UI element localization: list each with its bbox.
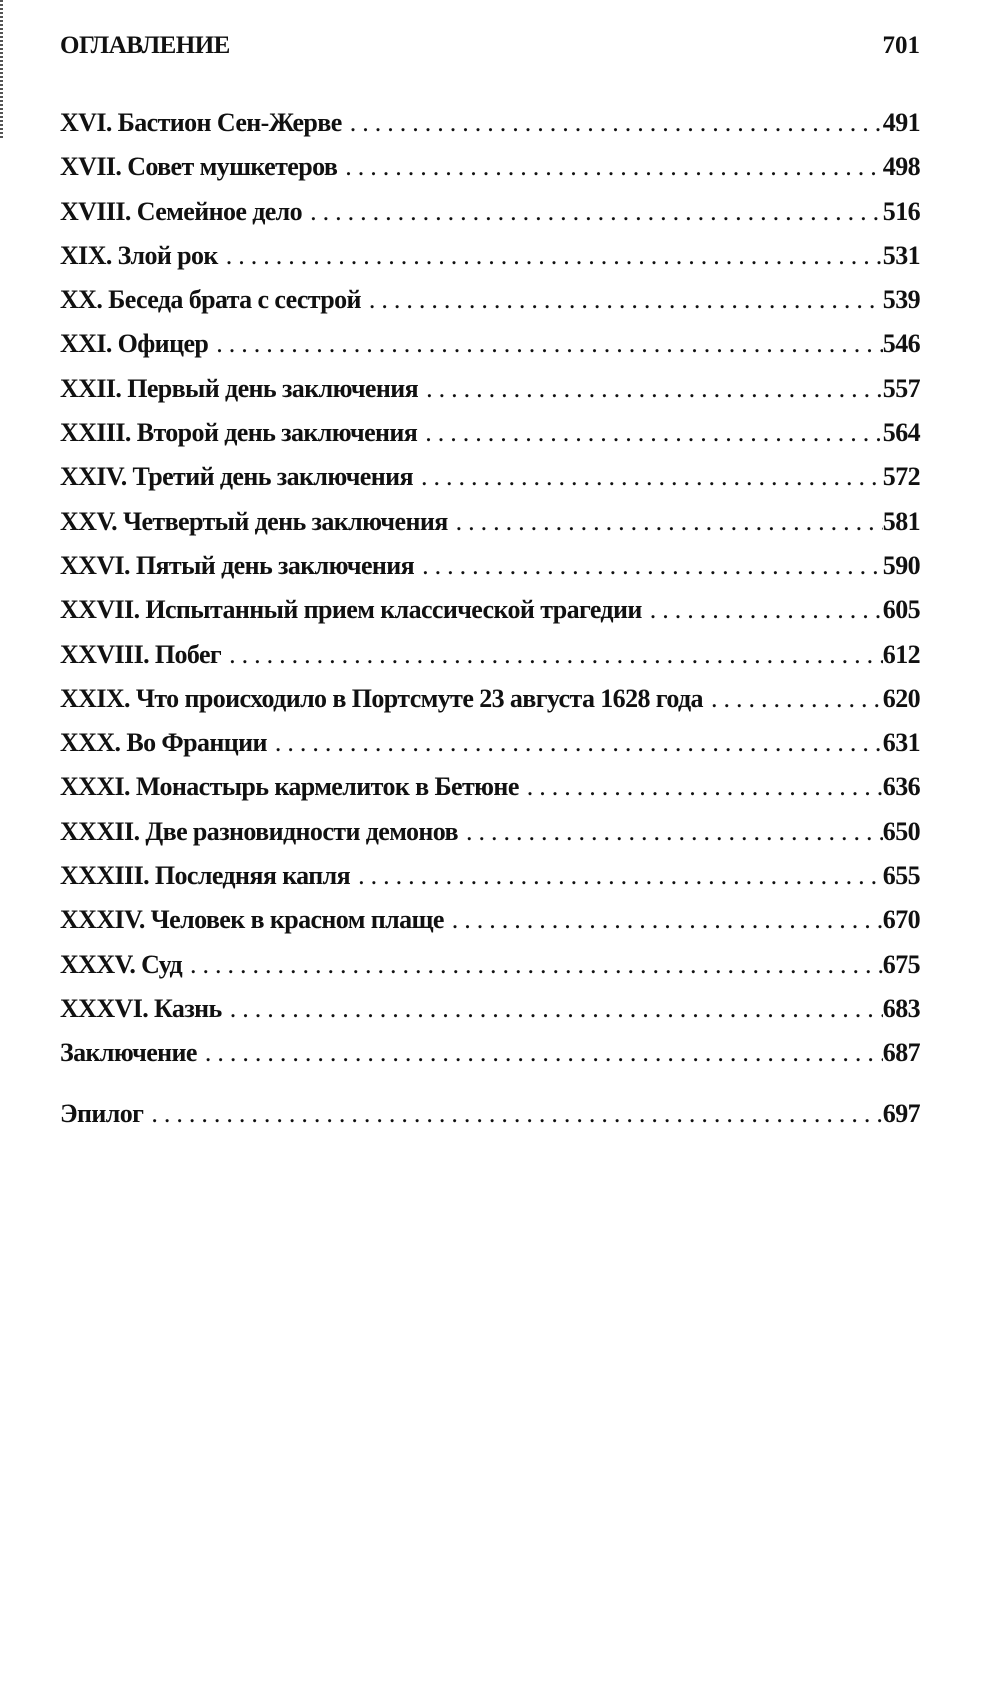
entry-page: 531 — [882, 240, 920, 270]
toc-entry — [60, 994, 920, 1038]
entry-page: 612 — [882, 639, 920, 669]
entry-title: Эпилог — [60, 1098, 144, 1128]
entry-title: XXI. Офицер — [60, 329, 209, 359]
dot-leader — [230, 994, 883, 1024]
toc-entry — [60, 817, 920, 861]
toc-entry — [60, 241, 920, 285]
entry-title: XVII. Совет мушкетеров — [60, 152, 338, 182]
dot-leader — [527, 772, 883, 802]
dot-leader — [452, 905, 883, 935]
toc-entry — [60, 551, 920, 595]
dot-leader — [425, 418, 883, 448]
dot-leader — [358, 861, 883, 891]
entry-title: XXXI. Монастырь кармелиток в Бетюне — [60, 772, 519, 802]
entry-title: XXXV. Суд — [60, 949, 182, 979]
entry-title: XXXVI. Казнь — [60, 993, 222, 1023]
toc-entry — [60, 374, 920, 418]
dot-leader — [711, 684, 883, 714]
entry-page: 605 — [882, 595, 920, 625]
entry-title: XIX. Злой рок — [60, 240, 218, 270]
dot-leader — [229, 640, 883, 670]
entry-page: 697 — [882, 1098, 920, 1128]
page-edge — [0, 0, 3, 140]
entry-title: XXV. Четвертый день заключения — [60, 506, 448, 536]
dot-leader — [310, 197, 883, 227]
entry-title: XX. Беседа брата с сестрой — [60, 285, 361, 315]
entry-page: 687 — [882, 1038, 920, 1068]
toc-entry — [60, 728, 920, 772]
entry-title: XXVIII. Побег — [60, 639, 222, 669]
entry-title: XXXII. Две разновидности демонов — [60, 816, 458, 846]
toc-entry — [60, 1038, 920, 1082]
entry-page: 655 — [882, 861, 920, 891]
entry-title: Заключение — [60, 1038, 197, 1068]
toc-entry — [60, 684, 920, 728]
entry-title: XXIX. Что происходило в Портсмуте 23 августа 1628 года — [60, 683, 703, 713]
toc-entry — [60, 418, 920, 462]
dot-leader — [369, 285, 883, 315]
toc-entry — [60, 950, 920, 994]
entry-page: 572 — [882, 462, 920, 492]
entry-page: 557 — [882, 373, 920, 403]
entry-title: XXXIII. Последняя капля — [60, 861, 351, 891]
toc-entry — [60, 152, 920, 196]
toc-entry — [60, 108, 920, 152]
entry-page: 620 — [882, 683, 920, 713]
toc-entry — [60, 285, 920, 329]
dot-leader — [226, 241, 883, 271]
entry-page: 636 — [882, 772, 920, 802]
toc-entry — [60, 507, 920, 551]
entry-page: 670 — [882, 905, 920, 935]
entry-page: 564 — [882, 418, 920, 448]
dot-leader — [190, 950, 883, 980]
dot-leader — [426, 374, 883, 404]
dot-leader — [350, 108, 883, 138]
dot-leader — [422, 551, 883, 581]
entry-title: XXVI. Пятый день заключения — [60, 550, 415, 580]
table-of-contents — [60, 108, 920, 1143]
entry-title: XXII. Первый день заключения — [60, 373, 419, 403]
entry-title: XVIII. Семейное дело — [60, 196, 303, 226]
dot-leader — [421, 462, 883, 492]
entry-page: 498 — [882, 152, 920, 182]
toc-entry — [60, 329, 920, 373]
toc-entry — [60, 772, 920, 816]
section-title: ОГЛАВЛЕНИЕ — [60, 32, 230, 59]
entry-title: XXIV. Третий день заключения — [60, 462, 413, 492]
toc-entry — [60, 1099, 920, 1143]
entry-title: XXX. Во Франции — [60, 728, 267, 758]
entry-title: XVI. Бастион Сен-Жерве — [60, 108, 342, 137]
entry-page: 631 — [882, 728, 920, 758]
dot-leader — [216, 329, 883, 359]
dot-leader — [466, 817, 883, 847]
toc-entry — [60, 905, 920, 949]
dot-leader — [456, 507, 883, 537]
toc-entry — [60, 640, 920, 684]
entry-title: XXXIV. Человек в красном плаще — [60, 905, 444, 935]
toc-entry — [60, 197, 920, 241]
entry-page: 683 — [882, 993, 920, 1023]
toc-entry — [60, 462, 920, 506]
entry-page: 581 — [882, 506, 920, 536]
dot-leader — [151, 1099, 882, 1129]
dot-leader — [205, 1038, 883, 1068]
entry-page: 516 — [882, 196, 920, 226]
entry-page: 675 — [882, 949, 920, 979]
dot-leader — [345, 152, 883, 182]
entry-page: 491 — [882, 108, 920, 137]
toc-entry — [60, 595, 920, 639]
page-number: 701 — [882, 32, 920, 59]
entry-page: 546 — [882, 329, 920, 359]
running-header — [60, 32, 920, 60]
entry-page: 650 — [882, 816, 920, 846]
entry-title: XXVII. Испытанный прием классической трагедии — [60, 595, 642, 625]
dot-leader — [275, 728, 883, 758]
entry-title: XXIII. Второй день заключения — [60, 418, 418, 448]
toc-entry — [60, 861, 920, 905]
entry-page: 539 — [882, 285, 920, 315]
entry-page: 590 — [882, 550, 920, 580]
dot-leader — [650, 595, 883, 625]
